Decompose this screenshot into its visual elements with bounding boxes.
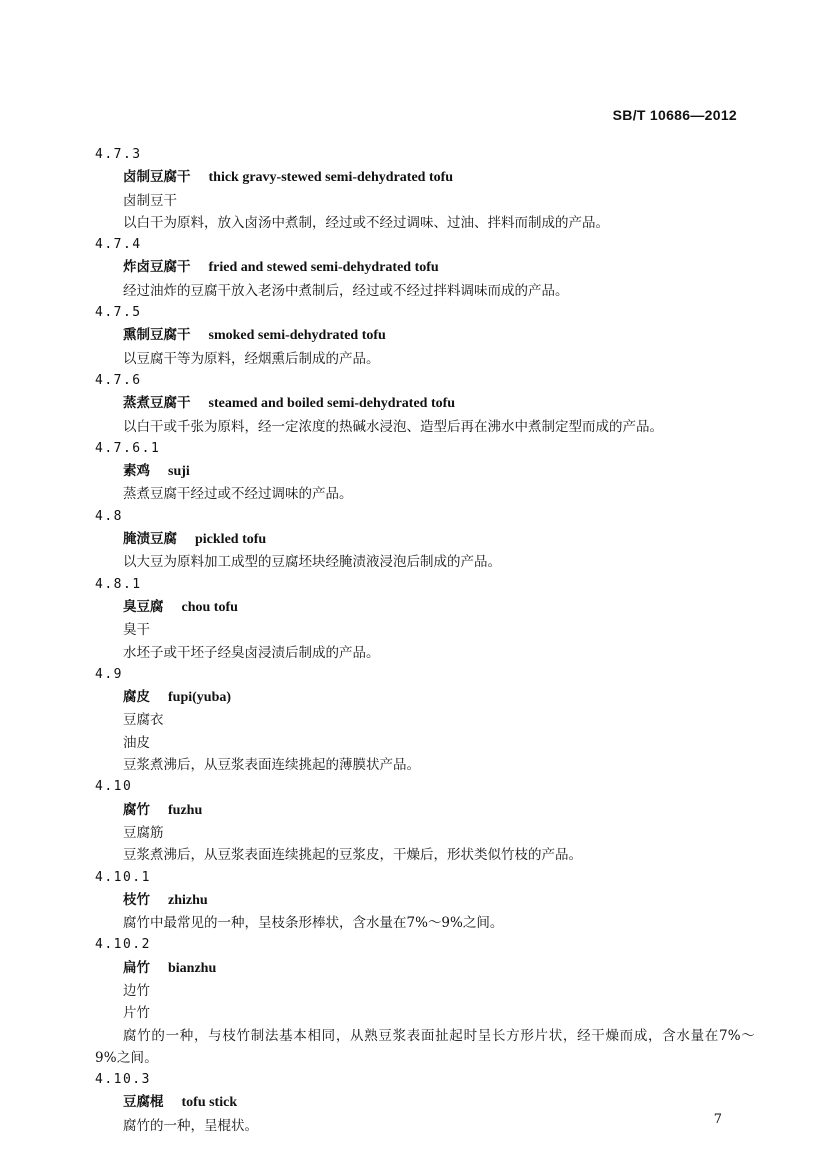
term-english: steamed and boiled semi-dehydrated tofu bbox=[208, 396, 456, 412]
document-body bbox=[95, 144, 755, 1137]
clause-number: 4.8 bbox=[95, 508, 123, 524]
clause-number: 4.7.6.1 bbox=[95, 440, 161, 456]
synonym: 油皮 bbox=[123, 734, 150, 751]
term-heading bbox=[95, 1091, 755, 1114]
term-chinese: 臭豆腐 bbox=[123, 598, 164, 615]
clause-number: 4.8.1 bbox=[95, 576, 142, 592]
definition: 腐竹中最常见的一种，呈枝条形棒状，含水量在7%～9%之间。 bbox=[123, 915, 504, 932]
term-english: zhizhu bbox=[168, 892, 208, 908]
synonym: 片竹 bbox=[123, 1005, 150, 1022]
definition: 经过油炸的豆腐干放入老汤中煮制后，经过或不经过拌料调味而成的产品。 bbox=[123, 282, 569, 299]
term-english: smoked semi-dehydrated tofu bbox=[208, 328, 386, 344]
term-chinese: 素鸡 bbox=[123, 463, 150, 480]
definition: 以豆腐干等为原料，经烟熏后制成的产品。 bbox=[123, 350, 380, 367]
term-english: chou tofu bbox=[181, 599, 238, 615]
term-english: pickled tofu bbox=[195, 532, 267, 548]
term-heading bbox=[95, 166, 755, 189]
term-chinese: 炸卤豆腐干 bbox=[123, 259, 191, 276]
clause-number: 4.7.3 bbox=[95, 147, 142, 162]
term-chinese: 枝竹 bbox=[123, 891, 150, 908]
clause-number: 4.7.4 bbox=[95, 237, 142, 253]
term-heading bbox=[95, 528, 755, 551]
clause-number: 4.10.1 bbox=[95, 869, 151, 885]
document-id: SB/T 10686—2012 bbox=[612, 107, 737, 123]
term-heading bbox=[95, 686, 755, 709]
term-heading bbox=[95, 392, 755, 415]
term-english: bianzhu bbox=[168, 960, 217, 976]
definition: 豆浆煮沸后，从豆浆表面连续挑起的豆浆皮，干燥后，形状类似竹枝的产品。 bbox=[123, 847, 582, 864]
term-chinese: 豆腐棍 bbox=[123, 1094, 164, 1111]
term-heading bbox=[95, 256, 755, 279]
term-chinese: 卤制豆腐干 bbox=[123, 169, 191, 186]
synonym: 豆腐筋 bbox=[123, 824, 164, 841]
term-english: fried and stewed semi-dehydrated tofu bbox=[208, 260, 439, 276]
term-chinese: 腐竹 bbox=[123, 801, 150, 818]
term-english: thick gravy-stewed semi-dehydrated tofu bbox=[208, 170, 454, 186]
definition: 以白干或千张为原料，经一定浓度的热碱水浸泡、造型后再在沸水中煮制定型而成的产品。 bbox=[123, 418, 663, 435]
term-chinese: 扁竹 bbox=[123, 959, 150, 976]
term-english: suji bbox=[168, 464, 190, 480]
synonym: 边竹 bbox=[123, 982, 150, 999]
term-heading bbox=[95, 799, 755, 822]
synonym: 臭干 bbox=[123, 622, 150, 639]
definition: 水坯子或干坯子经臭卤浸渍后制成的产品。 bbox=[123, 644, 380, 661]
clause-number: 4.10.2 bbox=[95, 937, 151, 953]
clause-number: 4.7.6 bbox=[95, 372, 142, 388]
synonym: 豆腐衣 bbox=[123, 712, 164, 729]
definition: 腐竹的一种，呈棍状。 bbox=[123, 1117, 258, 1134]
term-chinese: 腌渍豆腐 bbox=[123, 531, 177, 548]
term-chinese: 蒸煮豆腐干 bbox=[123, 395, 191, 412]
term-heading bbox=[95, 596, 755, 619]
term-english: fuzhu bbox=[168, 802, 203, 818]
clause-number: 4.7.5 bbox=[95, 305, 142, 321]
term-english: fupi(yuba) bbox=[168, 690, 232, 706]
page-number: 7 bbox=[713, 1112, 722, 1127]
definition: 以白干为原料，放入卤汤中煮制，经过或不经过调味、过油、拌料而制成的产品。 bbox=[123, 214, 609, 231]
synonym: 卤制豆干 bbox=[123, 192, 177, 209]
definition-paragraph: 腐竹的一种，与枝竹制法基本相同，从熟豆浆表面扯起时呈长方形片状，经干燥而成，含水量在7%～9%之间。 bbox=[95, 1027, 755, 1066]
term-heading bbox=[95, 460, 755, 483]
clause-number: 4.10.3 bbox=[95, 1072, 151, 1088]
term-heading bbox=[95, 324, 755, 347]
term-english: tofu stick bbox=[181, 1095, 238, 1111]
clause-number: 4.10 bbox=[95, 779, 133, 795]
clause-number: 4.9 bbox=[95, 666, 123, 682]
definition: 豆浆煮沸后，从豆浆表面连续挑起的薄膜状产品。 bbox=[123, 757, 420, 774]
term-heading bbox=[95, 889, 755, 912]
term-chinese: 腐皮 bbox=[123, 689, 150, 706]
term-heading bbox=[95, 957, 755, 980]
definition: 以大豆为原料加工成型的豆腐坯块经腌渍液浸泡后制成的产品。 bbox=[123, 554, 501, 571]
definition: 蒸煮豆腐干经过或不经过调味的产品。 bbox=[123, 486, 353, 503]
term-chinese: 熏制豆腐干 bbox=[123, 327, 191, 344]
